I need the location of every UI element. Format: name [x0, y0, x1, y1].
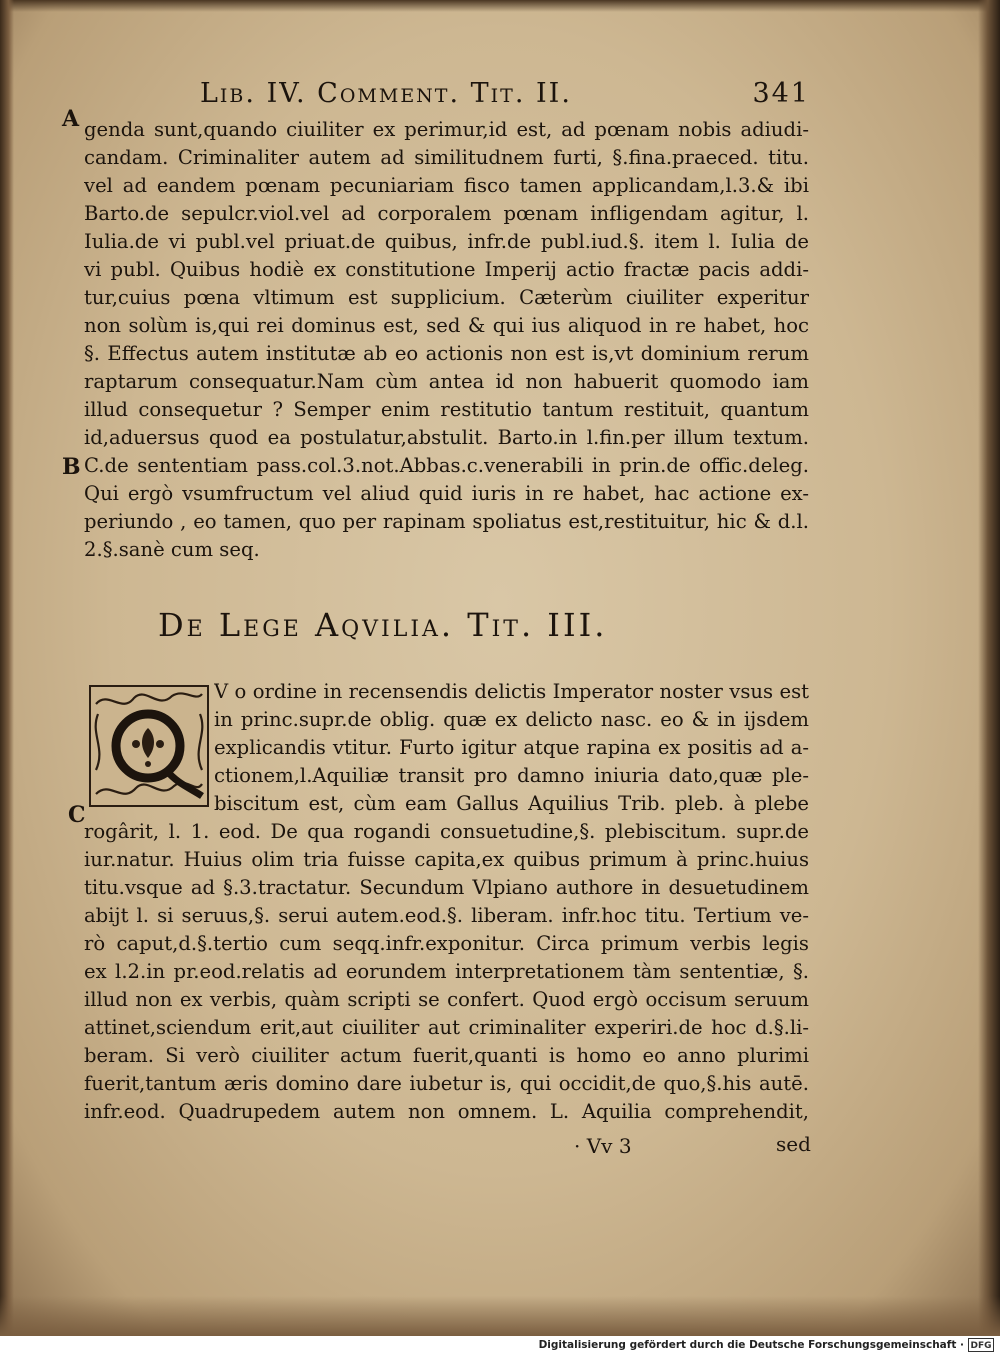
text-line: genda sunt,quando ciuiliter ex perimur,id est, ad pœnam nobis adiudi-	[84, 118, 809, 141]
text-line: 2.§.sanè cum seq.	[84, 538, 260, 561]
text-line: rogârit, l. 1. eod. De qua rogandi consuetudine,§. plebiscitum. supr.de	[84, 820, 809, 843]
text-line: id,aduersus quod ea postulatur,abstulit. Barto.in l.fin.per illum textum.	[84, 426, 809, 449]
page-edge-right	[978, 0, 1000, 1336]
text-line: V o ordine in recensendis delictis Imperator noster vsus est	[214, 680, 809, 703]
funding-notice: Digitalisierung gefördert durch die Deutsche Forschungsgemeinschaft ·	[538, 1339, 964, 1351]
page-number: 341	[752, 78, 810, 109]
text-line: biscitum est, cùm eam Gallus Aquilius Trib. pleb. à plebe	[214, 792, 809, 815]
text-line: periundo , eo tamen, quo per rapinam spoliatus est,restituitur, hic & d.l.	[84, 510, 809, 533]
text-line: C.de sententiam pass.col.3.not.Abbas.c.venerabili in prin.de offic.deleg.	[84, 454, 809, 477]
text-line: candam. Criminaliter autem ad similitudnem furti, §.fina.praeced. titu.	[84, 146, 809, 169]
text-line: non solùm is,qui rei dominus est, sed & qui ius aliquod in re habet, hoc	[84, 314, 809, 337]
text-line: Iulia.de vi publ.vel priuat.de quibus, infr.de publ.iud.§. item l. Iulia de	[84, 230, 809, 253]
page-edge-bottom	[0, 1296, 1000, 1336]
text-line: ctionem,l.Aquiliæ transit pro damno iniuria dato,quæ ple-	[214, 764, 809, 787]
running-title: Lib. IV. Comment. Tit. II.	[200, 78, 572, 109]
page-edge-top	[0, 0, 1000, 12]
margin-marker-c: C	[68, 802, 86, 828]
text-line: tur,cuius pœna vltimum est supplicium. Cæterùm ciuiliter experitur	[84, 286, 809, 309]
text-line: vi publ. Quibus hodiè ex constitutione Imperij actio fractæ pacis addi-	[84, 258, 809, 281]
text-line: iur.natur. Huius olim tria fuisse capita,ex quibus primum à princ.huius	[84, 848, 809, 871]
dfg-logo-icon: DFG	[968, 1338, 994, 1352]
text-line: illud non ex verbis, quàm scripti se confert. Quod ergò occisum seruum	[84, 988, 809, 1011]
margin-marker-a: A	[62, 106, 80, 132]
text-line: Barto.de sepulcr.viol.vel ad corporalem pœnam infligendam agitur, l.	[84, 202, 809, 225]
text-line: in princ.supr.de oblig. quæ ex delicto nasc. eo & in ijsdem	[214, 708, 809, 731]
text-line: ex l.2.in pr.eod.relatis ad eorundem interpretationem tàm sententiæ, §.	[84, 960, 809, 983]
text-line: raptarum consequatur.Nam cùm antea id non habuerit quomodo iam	[84, 370, 809, 393]
text-line: illud consequetur ? Semper enim restitutio tantum restituit, quantum	[84, 398, 809, 421]
section-title: De Lege Aqvilia. Tit. III.	[158, 606, 608, 644]
text-line: infr.eod. Quadrupedem autem non omnem. L. Aquilia comprehendit,	[84, 1100, 809, 1123]
decorated-initial-q-icon	[88, 684, 210, 808]
text-line: abijt l. si seruus,§. serui autem.eod.§. liberam. infr.hoc titu. Tertium ve-	[84, 904, 809, 927]
page-edge-left	[0, 0, 14, 1336]
signature-mark: · Vv 3	[574, 1134, 632, 1158]
margin-marker-b: B	[62, 454, 81, 480]
text-line: rò caput,d.§.tertio cum seqq.infr.exponitur. Circa primum verbis legis	[84, 932, 809, 955]
catchword: sed	[776, 1132, 811, 1156]
text-line: beram. Si verò ciuiliter actum fuerit,quanti is homo eo anno plurimi	[84, 1044, 809, 1067]
text-line: vel ad eandem pœnam pecuniariam fisco tamen applicandam,l.3.& ibi	[84, 174, 809, 197]
text-line: attinet,sciendum erit,aut ciuiliter aut criminaliter experiri.de hoc d.§.li-	[84, 1016, 809, 1039]
text-line: §. Effectus autem institutæ ab eo actionis non est is,vt dominium rerum	[84, 342, 809, 365]
text-line: fuerit,tantum æris domino dare iubetur is, qui occidit,de quo,§.his autē.	[84, 1072, 809, 1095]
text-line: explicandis vtitur. Furto igitur atque rapina ex positis ad a-	[214, 736, 809, 759]
text-line: titu.vsque ad §.3.tractatur. Secundum Vlpiano authore in desuetudinem	[84, 876, 809, 899]
text-line: Qui ergò vsumfructum vel aliud quid iuris in re habet, hac actione ex-	[84, 482, 809, 505]
